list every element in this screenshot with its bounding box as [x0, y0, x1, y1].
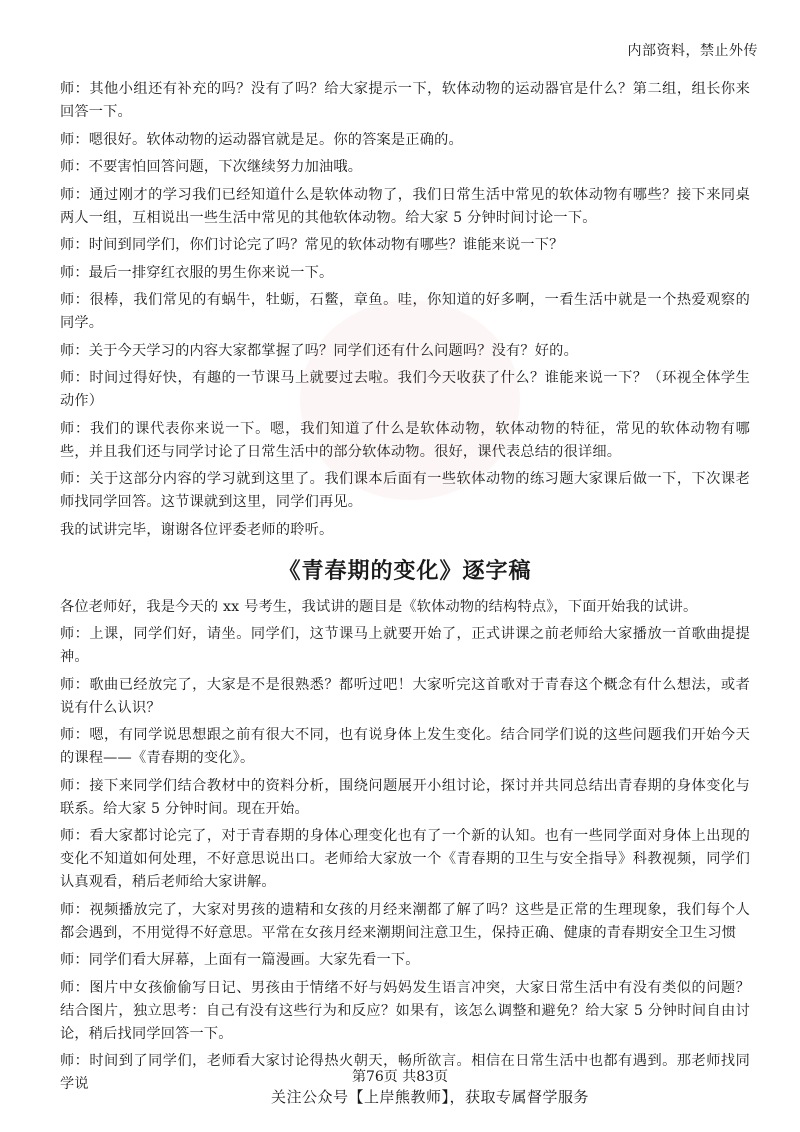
page-number: 第76页 共83页 — [351, 1069, 449, 1085]
paragraph: 师：其他小组还有补充的吗？没有了吗？给大家提示一下，软体动物的运动器官是什么？第二组，组长你来回答一下。 — [60, 81, 750, 120]
paragraph: 师：我们的课代表你来说一下。嗯，我们知道了什么是软体动物，软体动物的特征，常见的软体动物有哪些，并且我们还与同学讨论了日常生活中的部分软体动物。很好，课代表总结的很详细。 — [60, 420, 750, 460]
confidential-note: 内部资料，禁止外传 — [627, 43, 758, 59]
paragraph: 师：不要害怕回答问题，下次继续努力加油哦。 — [60, 159, 363, 175]
paragraph: 师：嗯很好。软体动物的运动器官就是足。你的答案是正确的。 — [60, 131, 463, 148]
footer-promo: 关注公众号【上岸熊教师】，获取专属督学服务 — [270, 1088, 589, 1106]
paragraph: 师：视频播放完了，大家对男孩的遗精和女孩的月经来潮都了解了吗？这些是正常的生理现象，我们每个人都会遇到，不用觉得不好意思。平常在女孩月经来潮期间注意卫生，保持正确、健康的青春期安全卫生习惯 — [60, 901, 750, 941]
paragraph: 师：很棒，我们常见的有蜗牛，牡蛎，石鳖，章鱼。哇，你知道的好多啊，一看生活中就是一个热爱观察的同学。 — [60, 292, 750, 331]
section-title: 《青春期的变化》逐字稿 — [278, 558, 532, 584]
paragraph: 师：看大家都讨论完了，对于青春期的身体心理变化也有了一个新的认知。也有一些同学面对身体上出现的变化不知道如何处理，不好意思说出口。老师给大家放一个《青春期的卫生与安全指导》科教视频，同学们认真观看，稍后老师给大家讲解。 — [60, 828, 750, 890]
paragraph: 师：时间到同学们，你们讨论完了吗？常见的软体动物有哪些？谁能来说一下？ — [60, 237, 564, 253]
document-body — [60, 78, 750, 1101]
paragraph: 师：时间过得好快，有趣的一节课马上就要过去啦。我们今天收获了什么？谁能来说一下？（环视全体学生动作） — [60, 370, 750, 409]
paragraph: 师：关于今天学习的内容大家都掌握了吗？同学们还有什么问题吗？没有？好的。 — [60, 342, 578, 359]
page-footer — [0, 1068, 800, 1108]
paragraph: 师：最后一排穿红衣服的男生你来说一下。 — [60, 264, 334, 281]
paragraph: 师：同学们看大屏幕，上面有一篇漫画。大家先看一下。 — [60, 952, 420, 968]
paragraph: 师：通过刚才的学习我们已经知道什么是软体动物了，我们日常生活中常见的软体动物有哪些？接下来同桌两人一组，互相说出一些生活中常见的其他软体动物。给大家 5 分钟时间讨论一下。 — [60, 186, 750, 226]
paragraph: 各位老师好，我是今天的 xx 号考生，我试讲的题目是《软体动物的结构特点》，下面开始我的试讲。 — [60, 598, 698, 615]
paragraph: 师：上课，同学们好，请坐。同学们，这节课马上就要开始了，正式讲课之前老师给大家播放一首歌曲提提神。 — [60, 626, 750, 665]
paragraph: 师：接下来同学们结合教材中的资料分析，围绕问题展开小组讨论，探讨并共同总结出青春期的身体变化与联系。给大家 5 分钟时间。现在开始。 — [60, 777, 750, 817]
paragraph: 师：时间到了同学们，老师看大家讨论得热火朝天，畅所欲言。相信在日常生活中也都有遇到。那老师找同学说 — [60, 1053, 750, 1092]
paragraph: 师：歌曲已经放完了，大家是不是很熟悉？都听过吧！大家听完这首歌对于青春这个概念有什么想法，或者说有什么认识？ — [60, 676, 750, 716]
paragraph: 师：嗯，有同学说思想跟之前有很大不同，也有说身体上发生变化。结合同学们说的这些问题我们开始今天的课程——《青春期的变化》。 — [60, 727, 750, 766]
paragraph: 师：图片中女孩偷偷写日记、男孩由于情绪不好与妈妈发生语言冲突，大家日常生活中有没有类似的问题？结合图片，独立思考：自己有没有这些行为和反应？如果有，该怎么调整和避免？给大家 5 分钟时间自由讨论，稍后找同学回答一下。 — [60, 979, 750, 1042]
paragraph: 师：关于这部分内容的学习就到这里了。我们课本后面有一些软体动物的练习题大家课后做一下，下次课老师找同学回答。这节课就到这里，同学们再见。 — [60, 471, 750, 510]
paragraph: 我的试讲完毕，谢谢各位评委老师的聆听。 — [60, 521, 334, 538]
